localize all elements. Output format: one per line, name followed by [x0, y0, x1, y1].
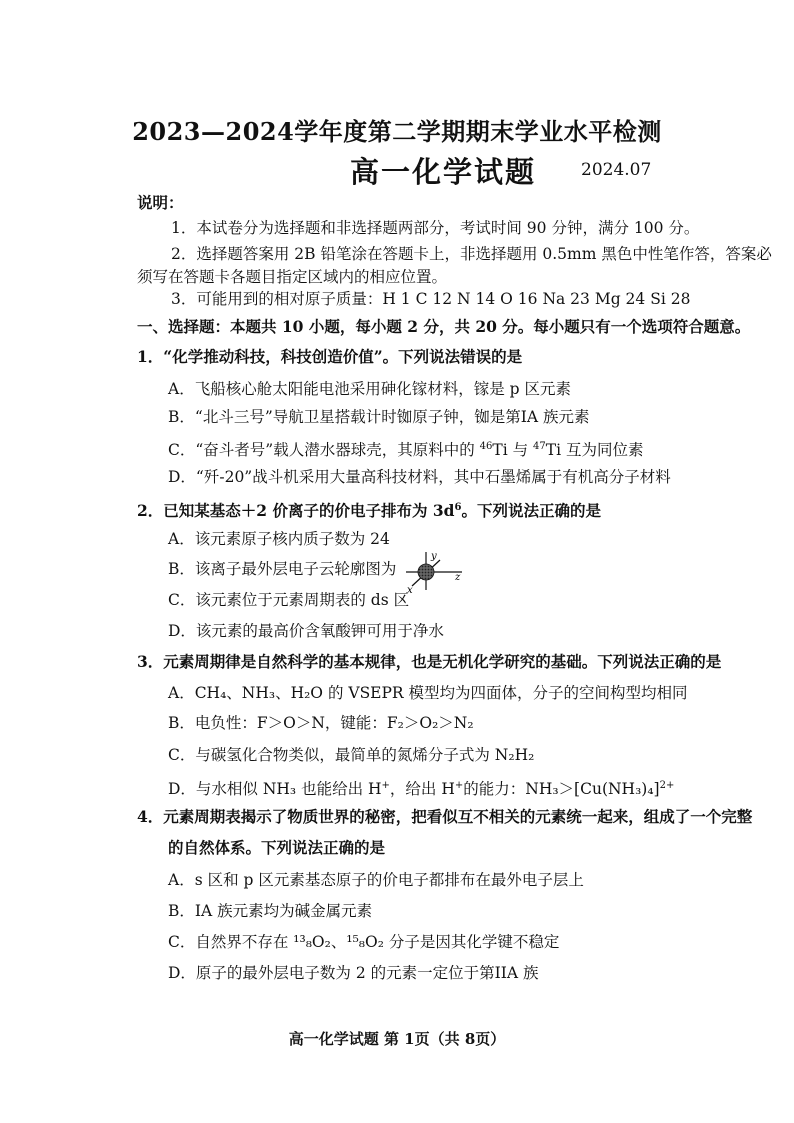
question-2-option-a: A．该元素原子核内质子数为 24 — [168, 530, 390, 548]
question-2-stem — [137, 497, 601, 522]
question-3-option-c: C．与碳氢化合物类似，最简单的氮烯分子式为 N₂H₂ — [168, 746, 535, 764]
exam-title: 2023—2024学年度第二学期期末学业水平检测 — [132, 117, 662, 146]
question-4-stem-cont: 的自然体系。下列说法正确的是 — [168, 838, 386, 857]
question-1-option-d: D．“歼-20”战斗机采用大量高科技材料，其中石墨烯属于有机高分子材料 — [168, 468, 671, 486]
stem-text: 。下列说法正确的是 — [461, 501, 601, 521]
page-footer: 高一化学试题 第 1页（共 8页） — [288, 1030, 506, 1048]
question-2-option-c: C．该元素位于元素周期表的 ds 区 — [168, 591, 410, 609]
question-3-stem: 3．元素周期律是自然科学的基本规律，也是无机化学研究的基础。下列说法正确的是 — [137, 652, 722, 671]
question-4-stem: 4．元素周期表揭示了物质世界的秘密，把看似互不相关的元素统一起来，组成了一个完整 — [137, 807, 753, 826]
option-text: 的能力：NH₃＞[Cu(NH₃)₄] — [463, 780, 660, 799]
axis-label-x: x — [407, 585, 413, 594]
superscript: 6 — [454, 502, 462, 513]
question-4-option-b: B．IA 族元素均为碱金属元素 — [168, 902, 373, 920]
question-4-option-c: C．自然界不存在 ¹³₈O₂、¹⁵₈O₂ 分子是因其化学键不稳定 — [168, 933, 560, 951]
question-3-option-a: A．CH₄、NH₃、H₂O 的 VSEPR 模型均为四面体，分子的空间构型均相同 — [168, 684, 688, 702]
question-1-option-a: A．飞船核心舱太阳能电池采用砷化镓材料，镓是 p 区元素 — [168, 380, 571, 398]
question-3-option-b: B．电负性：F＞O＞N，键能：F₂＞O₂＞N₂ — [168, 714, 474, 732]
charge: + — [381, 780, 390, 791]
mass-number: 46 — [479, 441, 493, 452]
question-4-option-a: A．s 区和 p 区元素基态原子的价电子都排布在最外电子层上 — [168, 871, 584, 889]
question-1-option-c — [168, 436, 644, 461]
option-text: ，给出 H — [389, 780, 455, 799]
question-2-option-b: B．该离子最外层电子云轮廓图为 — [168, 560, 397, 578]
stem-text: 2．已知某基态＋2 价离子的价电子排布为 3d — [137, 501, 455, 521]
instruction-item: 须写在答题卡各题目指定区域内的相应位置。 — [137, 268, 448, 286]
option-text: Ti 与 — [492, 441, 534, 460]
electron-cloud-diagram — [400, 550, 466, 594]
question-2-option-d: D．该元素的最高价含氧酸钾可用于净水 — [168, 622, 444, 640]
option-text: Ti 互为同位素 — [545, 441, 644, 460]
charge: + — [454, 780, 464, 791]
option-text: C．“奋斗者号”载人潜水器球壳，其原料中的 — [168, 441, 480, 460]
instruction-item: 3．可能用到的相对原子质量：H 1 C 12 N 14 O 16 Na 23 Mg 24 Si 28 — [171, 290, 691, 308]
question-1-option-b: B．“北斗三号”导航卫星搭载计时铷原子钟，铷是第IA 族元素 — [168, 408, 590, 426]
instruction-item: 2．选择题答案用 2B 铅笔涂在答题卡上，非选择题用 0.5mm 黑色中性笔作答，答案必 — [171, 245, 772, 263]
question-3-option-d — [168, 775, 674, 800]
s-orbital-sphere — [418, 564, 434, 580]
orbital-figure — [400, 550, 466, 594]
option-text: D．与水相似 NH₃ 也能给出 H — [168, 780, 382, 799]
axis-label-z: z — [455, 572, 461, 583]
exam-date: 2024.07 — [581, 160, 652, 180]
question-4-option-d: D．原子的最外层电子数为 2 的元素一定位于第IIA 族 — [168, 964, 539, 982]
section-heading: 一、选择题：本题共 10 小题，每小题 2 分，共 20 分。每小题只有一个选项符合题意。 — [137, 317, 751, 336]
instructions-label: 说明： — [137, 193, 184, 212]
mass-number: 47 — [533, 441, 546, 452]
instruction-item: 1．本试卷分为选择题和非选择题两部分，考试时间 90 分钟，满分 100 分。 — [171, 219, 700, 237]
axis-label-y: y — [431, 551, 437, 562]
question-1-stem: 1．“化学推动科技，科技创造价值”。下列说法错误的是 — [137, 347, 523, 366]
exam-subtitle: 高一化学试题 — [350, 155, 537, 189]
charge: 2+ — [659, 780, 675, 791]
